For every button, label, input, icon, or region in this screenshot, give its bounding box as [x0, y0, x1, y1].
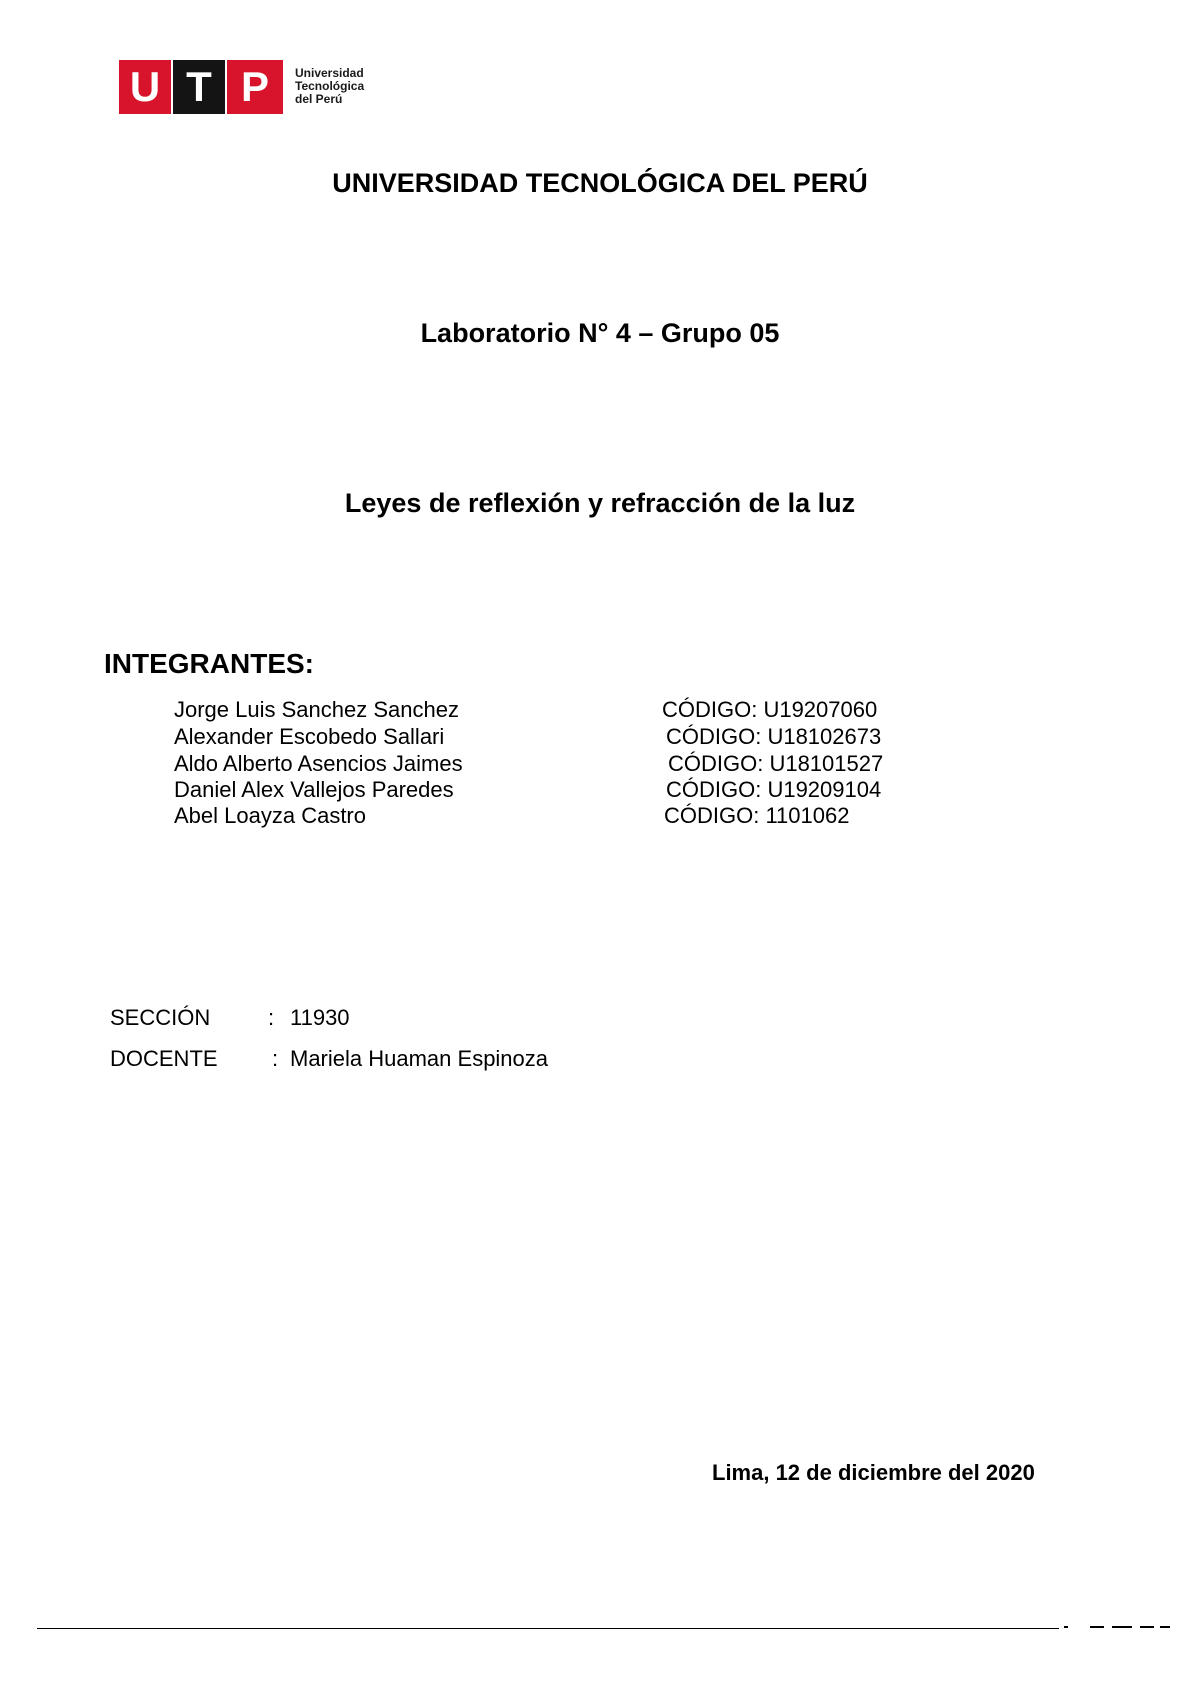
teacher-label: DOCENTE	[110, 1046, 218, 1071]
section-separator: :	[268, 1005, 275, 1030]
teacher-separator: :	[272, 1046, 279, 1071]
member-name: Jorge Luis Sanchez Sanchez	[174, 697, 459, 722]
logo-text-line-3: del Perú	[295, 92, 343, 106]
footer-dash	[1090, 1626, 1104, 1628]
logo-letter-p: P	[227, 60, 283, 114]
logo-letter-t: T	[173, 60, 225, 114]
member-code: CÓDIGO: 1101062	[664, 803, 850, 828]
university-title: UNIVERSIDAD TECNOLÓGICA DEL PERÚ	[332, 168, 868, 198]
member-name: Abel Loayza Castro	[174, 803, 366, 828]
footer-divider	[37, 1628, 1059, 1629]
member-code: CÓDIGO: U18102673	[666, 724, 882, 749]
footer-dash	[1140, 1626, 1154, 1628]
logo-text-line-2: Tecnológica	[295, 79, 365, 93]
utp-logo	[119, 60, 379, 114]
logo-text-line-1: Universidad	[295, 66, 364, 80]
member-code: CÓDIGO: U19207060	[662, 697, 878, 722]
member-name: Daniel Alex Vallejos Paredes	[174, 777, 454, 802]
topic-title: Leyes de reflexión y refracción de la luz	[344, 488, 856, 518]
footer-dash	[1160, 1626, 1170, 1628]
section-label: SECCIÓN	[110, 1005, 211, 1030]
footer-dash	[1064, 1626, 1068, 1628]
member-name: Aldo Alberto Asencios Jaimes	[174, 751, 463, 776]
member-code: CÓDIGO: U18101527	[668, 751, 884, 776]
footer-dash	[1112, 1626, 1132, 1628]
logo-text	[295, 67, 364, 106]
place-date: Lima, 12 de diciembre del 2020	[712, 1460, 1035, 1485]
integrantes-heading: INTEGRANTES:	[104, 648, 314, 679]
teacher-value: Mariela Huaman Espinoza	[290, 1046, 549, 1071]
member-code: CÓDIGO: U19209104	[666, 777, 882, 802]
section-value: 11930	[290, 1005, 350, 1030]
member-name: Alexander Escobedo Sallari	[174, 724, 445, 749]
logo-letter-u: U	[119, 60, 171, 114]
lab-title: Laboratorio N° 4 – Grupo 05	[420, 318, 780, 348]
